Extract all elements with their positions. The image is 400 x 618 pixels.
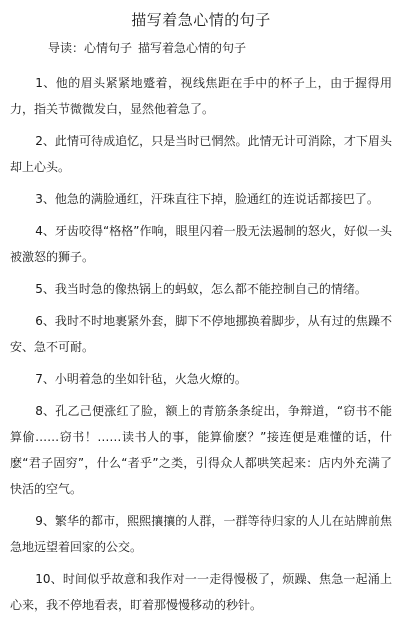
sentence-paragraph: 1、他的眉头紧紧地蹙着，视线焦距在手中的杯子上，由于握得用力，指关节微微发白，显然他着急了。 (10, 76, 392, 116)
sentence-paragraph: 9、繁华的都市，熙熙攘攘的人群，一群等待归家的人儿在站牌前焦急地远望着回家的公交。 (10, 514, 392, 554)
sentence-paragraph: 3、他急的满脸通红，汗珠直往下掉，脸通红的连说话都接巴了。 (35, 192, 379, 206)
sentence-paragraph: 10、时间似乎故意和我作对一一走得慢极了，烦躁、焦急一起涌上心来，我不停地看表，盯着那慢慢移动的秒针。 (10, 572, 392, 612)
document-title: 描写着急心情的句子 (131, 11, 271, 29)
sentence-paragraph: 7、小明着急的坐如针毡，火急火燎的。 (35, 372, 247, 386)
sentence-paragraph: 6、我时不时地裹紧外套，脚下不停地挪换着脚步，从有过的焦躁不安、急不可耐。 (10, 314, 392, 354)
sentence-paragraph: 8、孔乙己便涨红了脸，额上的青筋条条绽出，争辩道，“窃书不能算偷……窃书！……读书人的事，能算偷麽？”接连便是难懂的话，什麽“君子固穷”，什么“者乎”之类，引得众人都哄笑起来：店内外充满了快活的空气。 (10, 404, 392, 496)
guide-item: 心情句子 (84, 41, 133, 55)
sentence-paragraph: 5、我当时急的像热锅上的蚂蚁，怎么都不能控制自己的情绪。 (35, 282, 367, 296)
sentence-paragraph: 2、此情可待成追忆，只是当时已惘然。此情无计可消除，才下眉头却上心头。 (10, 134, 392, 174)
guide-line (48, 40, 392, 56)
guide-item: 描写着急心情的句子 (138, 41, 247, 55)
sentence-paragraph: 4、牙齿咬得“格格”作响，眼里闪着一股无法遏制的怒火，好似一头被激怒的狮子。 (10, 224, 392, 264)
guide-label: 导读： (48, 41, 85, 55)
